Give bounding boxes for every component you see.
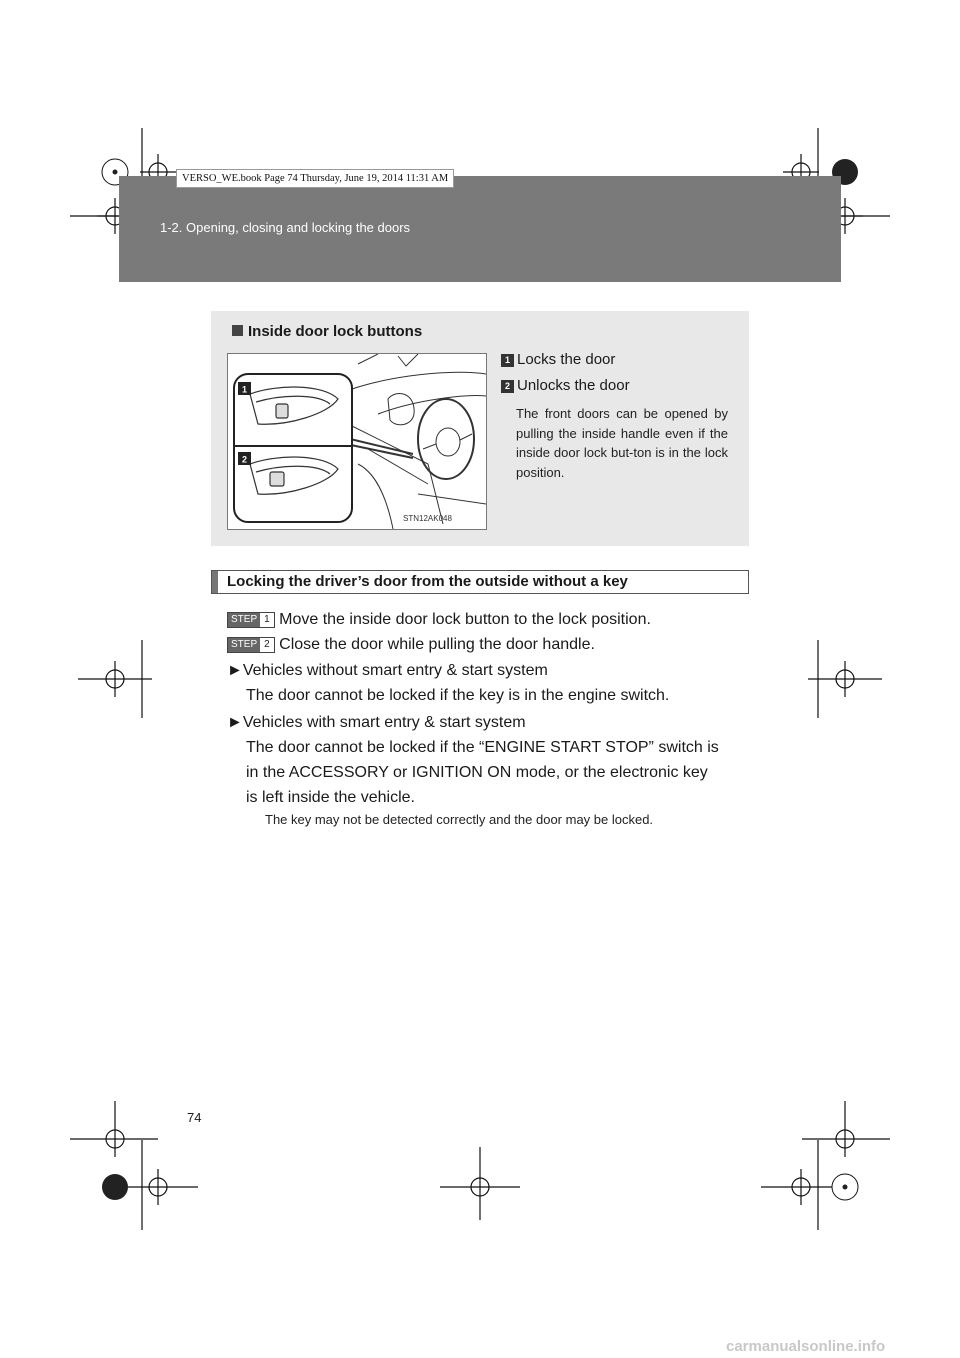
step-2 [227, 636, 595, 654]
section-heading [211, 570, 749, 594]
figure-callout-2: 2 [241, 454, 248, 465]
book-stamp: VERSO_WE.book Page 74 Thursday, June 19, 2014 11:31 AM [176, 169, 454, 188]
legend-text-unlock: Unlocks the door [517, 377, 630, 394]
variant-2-line-3: is left inside the vehicle. [246, 789, 415, 806]
variant-2-line-2: in the ACCESSORY or IGNITION ON mode, or the electronic key [246, 764, 708, 781]
panel-heading-text: Inside door lock buttons [248, 323, 423, 340]
page-number: 74 [187, 1110, 202, 1125]
panel-note: The front doors can be opened by pulling the inside handle even if the inside door lock but-ton is in the lock position. [516, 406, 728, 480]
step-1-badge: STEP 1 [227, 612, 275, 628]
section-title: 1-2. Opening, closing and locking the doors [160, 220, 411, 235]
triangle-right-icon: ► [227, 662, 243, 679]
legend-item-lock [501, 351, 615, 368]
figure-callout-1: 1 [241, 384, 248, 395]
square-bullet-icon [232, 325, 243, 336]
figure-code: STN12AK048 [403, 514, 452, 523]
section-heading-text: Locking the driver’s door from the outside without a key [227, 573, 628, 590]
variant-1-line-1: The door cannot be locked if the key is in the engine switch. [246, 687, 670, 704]
number-2-icon: 2 [501, 380, 514, 393]
step-1-text: Move the inside door lock button to the lock position. [279, 611, 651, 628]
step-2-badge: STEP 2 [227, 637, 275, 653]
step-2-text: Close the door while pulling the door handle. [279, 636, 595, 653]
variant-2-title: ►Vehicles with smart entry & start system [227, 714, 526, 731]
legend-item-unlock [501, 377, 630, 394]
legend-text-lock: Locks the door [517, 351, 616, 368]
door-lock-illustration [227, 353, 487, 530]
variant-2-line-1: The door cannot be locked if the “ENGINE START STOP” switch is [246, 739, 719, 756]
variant-1-title: ►Vehicles without smart entry & start system [227, 662, 548, 679]
watermark: carmanualsonline.info [726, 1338, 886, 1355]
panel-heading [232, 323, 422, 340]
car-interior-drawing [228, 354, 486, 529]
footnote: The key may not be detected correctly and the door may be locked. [265, 812, 654, 827]
heading-accent-bar [212, 571, 218, 593]
step-1 [227, 611, 651, 629]
number-1-icon: 1 [501, 354, 514, 367]
triangle-right-icon: ► [227, 714, 243, 731]
